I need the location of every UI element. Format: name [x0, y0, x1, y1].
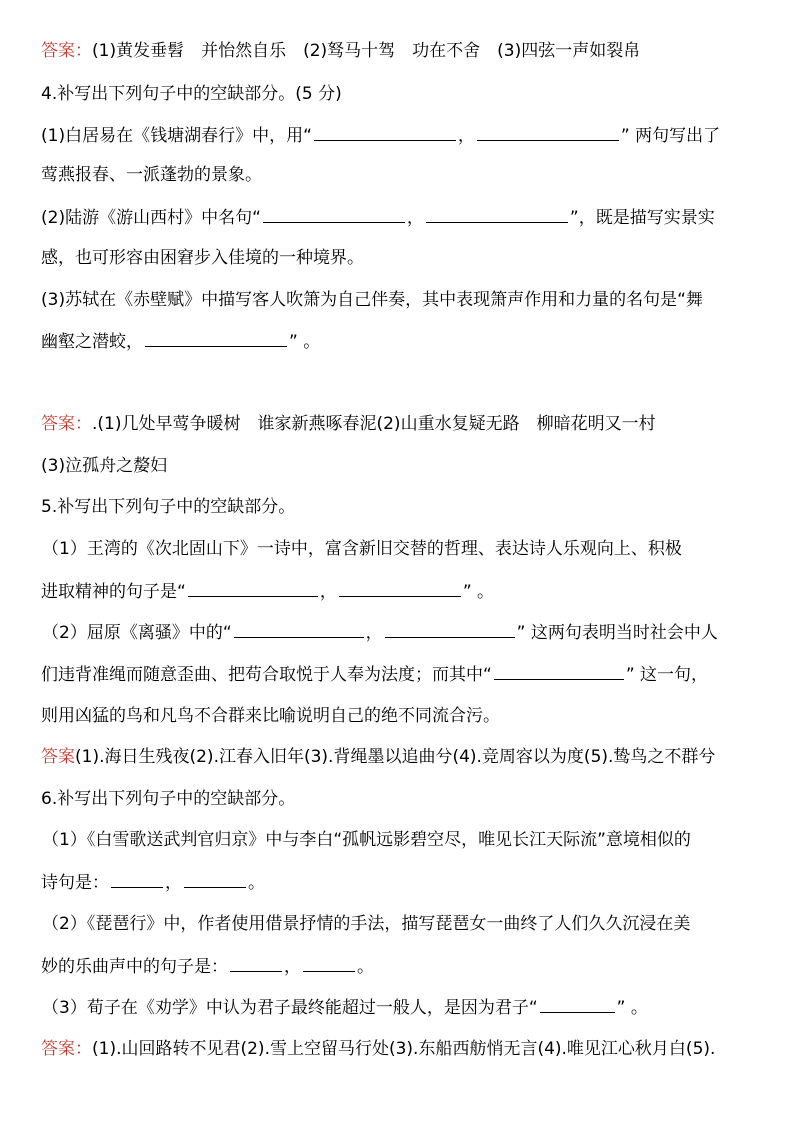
q3-answer-text: (1)黄发垂髫 并怡然自乐 (2)驽马十驾 功在不舍 (3)四弦一声如裂帛 — [92, 41, 641, 61]
q5-title: 5.补写出下列句子中的空缺部分。 — [41, 497, 296, 517]
q4-item1-text-b: ， — [457, 126, 475, 146]
q6-title: 6.补写出下列句子中的空缺部分。 — [41, 789, 296, 809]
q6-item3-line — [42, 996, 752, 1019]
q5-item2-line2-text-a: 们违背准绳而随意歪曲、把苟合取悦于人奉为法度；而其中“ — [41, 665, 492, 685]
q4-item2-blank-1[interactable] — [263, 206, 405, 223]
q6-item1-text-a: 诗句是： — [41, 873, 109, 893]
q4-item1-text-a: (1)白居易在《钱塘湖春行》中，用“ — [41, 126, 312, 146]
q4-item1-text-c: ” 两句写出了 — [620, 126, 721, 146]
q6-item2-blank-2[interactable] — [303, 955, 355, 972]
q6-item2-text-a: 妙的乐曲声中的句子是： — [41, 957, 228, 977]
q4-item3-line1: (3)苏轼在《赤壁赋》中描写客人吹箫为自己伴奏，其中表现箫声作用和力量的名句是“舞 — [41, 290, 703, 310]
q6-item1-line1: （1）《白雪歌送武判官归京》中与李白“孤帆远影碧空尽，唯见长江天际流”意境相似的 — [42, 830, 691, 850]
q5-item1-line1: （1）王湾的《次北固山下》一诗中，富含新旧交替的哲理、表达诗人乐观向上、积极 — [42, 539, 682, 559]
q6-item3-blank[interactable] — [540, 996, 615, 1013]
q5-item2-blank-1[interactable] — [234, 621, 364, 638]
q5-item2-text-c: ” 这两句表明当时社会中人 — [516, 623, 718, 643]
q5-item1-blank-2[interactable] — [339, 580, 461, 597]
q5-answer-line — [41, 746, 752, 768]
answer-label: 答案 — [41, 747, 75, 767]
answer-label: 答案 — [41, 1039, 75, 1059]
q4-item1-blank-1[interactable] — [314, 124, 456, 141]
q5-item2-text-b: ， — [365, 623, 383, 643]
q4-item1-line1 — [41, 124, 752, 147]
q6-item1-blank-2[interactable] — [184, 871, 246, 888]
q4-item1-blank-2[interactable] — [477, 124, 619, 141]
q4-answer-line1 — [41, 413, 752, 435]
q6-answer-text: (1).山回路转不见君(2).雪上空留马行处(3).东船西舫悄无言(4).唯见江心秋月白(5). — [92, 1039, 716, 1059]
q4-item2-text-a: (2)陆游《游山西村》中名句“ — [41, 208, 261, 228]
q5-item2-text-a: （2）屈原《离骚》中的“ — [42, 623, 232, 643]
q4-item1-line2: 莺燕报春、一派蓬勃的景象。 — [41, 165, 262, 185]
q6-answer-line — [41, 1038, 752, 1060]
answer-colon: ： — [75, 41, 92, 61]
q6-item2-line2 — [41, 955, 752, 978]
q5-item1-text-b: ， — [319, 582, 337, 602]
q5-item2-blank-2[interactable] — [385, 621, 515, 638]
q4-item3-text-a: 幽壑之潜蛟， — [41, 332, 143, 352]
answer-colon: ： — [75, 1039, 92, 1059]
q6-item1-text-b: ， — [165, 873, 182, 893]
q5-answer-text: (1).海日生残夜(2).江春入旧年(3).背绳墨以追曲兮(4).竞周容以为度(5).鸷鸟之不群兮 — [75, 747, 716, 767]
q6-item2-text-b: ， — [284, 957, 301, 977]
q4-title: 4.补写出下列句子中的空缺部分。(5 分) — [41, 84, 342, 104]
q6-item3-text-b: ” 。 — [616, 998, 648, 1018]
q6-item1-blank-1[interactable] — [111, 871, 163, 888]
q4-answer-line2: (3)泣孤舟之嫠妇 — [41, 456, 168, 476]
q4-item2-blank-2[interactable] — [426, 206, 568, 223]
q5-item1-blank-1[interactable] — [188, 580, 318, 597]
q6-item2-blank-1[interactable] — [230, 955, 282, 972]
q5-item1-text-c: ” 。 — [462, 582, 495, 602]
q5-item2-line2-text-b: ” 这一句， — [625, 665, 709, 685]
q5-item2-line2 — [41, 663, 752, 686]
q5-item1-text-a: 进取精神的句子是“ — [41, 582, 186, 602]
q4-answer-text-1: .(1)几处早莺争暖树 谁家新燕啄春泥(2)山重水复疑无路 柳暗花明又一村 — [92, 414, 656, 434]
q4-item2-line1 — [41, 206, 752, 229]
q4-item3-line2 — [41, 330, 752, 353]
q5-item2-line1 — [42, 621, 752, 644]
answer-label: 答案 — [41, 414, 75, 434]
q4-item3-text-b: ” 。 — [289, 332, 321, 352]
answer-label: 答案 — [41, 41, 75, 61]
q4-item2-text-c: ”，既是描写实景实 — [569, 208, 715, 228]
q6-item3-text-a: （3）荀子在《劝学》中认为君子最终能超过一般人，是因为君子“ — [42, 998, 538, 1018]
q4-item2-line2: 感，也可形容由困窘步入佳境的一种境界。 — [41, 248, 364, 268]
q5-item2-blank-3[interactable] — [494, 663, 624, 680]
q3-answer-line — [41, 40, 752, 62]
q5-item1-line2 — [41, 580, 752, 603]
q6-item2-line1: （2）《琵琶行》中，作者使用借景抒情的手法，描写琵琶女一曲终了人们久久沉浸在美 — [42, 914, 691, 934]
q6-item1-line2 — [41, 871, 752, 894]
answer-colon: ： — [75, 414, 92, 434]
q5-item2-line3: 则用凶猛的鸟和凡鸟不合群来比喻说明自己的绝不同流合污。 — [41, 706, 500, 726]
q6-item1-text-c: 。 — [248, 873, 265, 893]
q4-item2-text-b: ， — [406, 208, 424, 228]
q4-item3-blank[interactable] — [145, 330, 287, 347]
q6-item2-text-c: 。 — [357, 957, 374, 977]
